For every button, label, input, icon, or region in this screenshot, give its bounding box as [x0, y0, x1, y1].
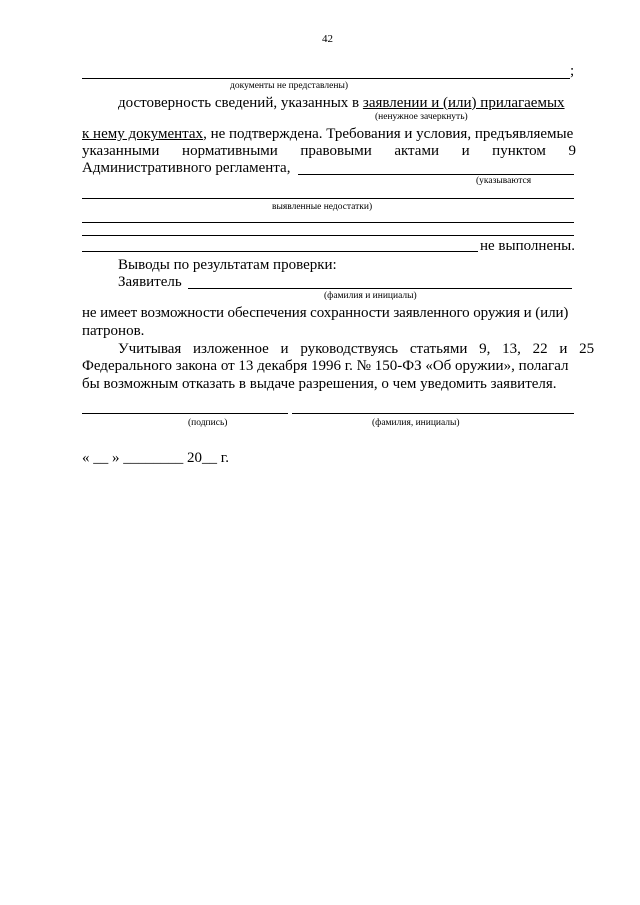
blank-line-deficiencies-1 [82, 198, 574, 199]
cartridges-line: патронов. [82, 323, 145, 339]
word: указанными [82, 143, 160, 159]
reliability-line [118, 94, 565, 112]
requirements-line [82, 142, 576, 160]
note-strike-unneeded: (ненужное зачеркнуть) [375, 112, 468, 122]
word: актами [394, 143, 439, 159]
word: правовыми [300, 143, 372, 159]
blank-line-signature [82, 413, 288, 414]
date-line: « __ » ________ 20__ г. [82, 450, 229, 466]
note-found-deficiencies: выявленные недостатки) [272, 202, 373, 212]
not-confirmed-line [82, 125, 573, 143]
paragraph-line-3: бы возможным отказать в выдаче разрешения, о чем уведомить заявителя. [82, 376, 557, 392]
paragraph-line-1: Учитывая изложенное и руководствуясь статьями 9, 13, 22 и 25 [118, 341, 595, 357]
word: 9 [568, 143, 576, 159]
line-end-semicolon: ; [570, 63, 575, 79]
word: нормативными [182, 143, 278, 159]
paragraph-line-2: Федерального закона от 13 декабря 1996 г. № 150-ФЗ «Об оружии», полагал [82, 358, 569, 374]
attached-documents-underlined: к нему документах [82, 126, 204, 142]
blank-line-deficiencies-3 [82, 235, 574, 236]
not-fulfilled-text: не выполнены. [480, 238, 575, 254]
word: пунктом [492, 143, 546, 159]
page-number: 42 [322, 33, 333, 45]
note-specify: (указываются [476, 176, 532, 186]
note-name-initials: (фамилия и инициалы) [324, 291, 417, 301]
blank-line-deficiencies-4 [82, 251, 478, 252]
applicant-label: Заявитель [118, 274, 182, 290]
blank-line-documents [82, 78, 570, 79]
note-documents-not-submitted: документы не представлены) [230, 81, 348, 91]
note-name-initials-signer: (фамилия, инициалы) [372, 418, 460, 428]
application-documents-underlined: заявлении и (или) прилагаемых [362, 95, 565, 111]
admin-regulation-text: Административного регламента, [82, 160, 291, 176]
no-possibility-line: не имеет возможности обеспечения сохранности заявленного оружия и (или) [82, 305, 569, 321]
blank-line-deficiencies-2 [82, 222, 574, 223]
blank-line-regulation [298, 174, 574, 175]
word: и [461, 143, 470, 159]
not-confirmed-text: , не подтверждена. Требования и условия, предъявляемые [203, 126, 574, 142]
blank-line-applicant-name [188, 288, 572, 289]
reliability-text: достоверность сведений, указанных в [118, 95, 363, 111]
blank-line-signer-name [292, 413, 574, 414]
conclusions-heading: Выводы по результатам проверки: [118, 257, 337, 273]
note-signature: (подпись) [188, 418, 228, 428]
